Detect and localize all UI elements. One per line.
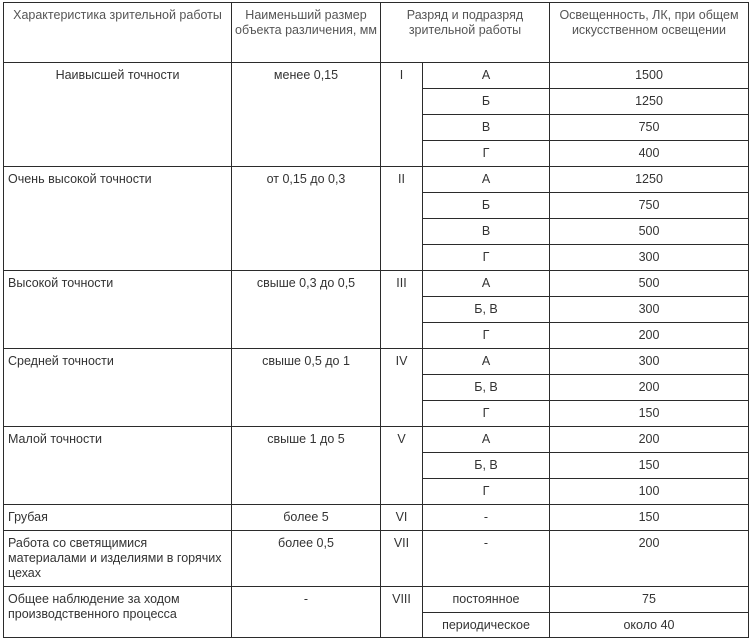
illumination-cell: 1500 <box>550 63 749 89</box>
min-size-cell: свыше 0,3 до 0,5 <box>232 271 381 349</box>
illumination-cell: 750 <box>550 115 749 141</box>
subcategory-cell: А <box>423 349 550 375</box>
min-size-cell: свыше 1 до 5 <box>232 427 381 505</box>
subcategory-cell: Г <box>423 141 550 167</box>
table-row <box>4 271 749 297</box>
min-size-cell: более 0,5 <box>232 531 381 587</box>
illumination-cell: 200 <box>550 323 749 349</box>
illumination-cell: 300 <box>550 349 749 375</box>
min-size-cell: - <box>232 587 381 638</box>
illumination-cell: 750 <box>550 193 749 219</box>
table-row <box>4 505 749 531</box>
header-row <box>4 3 749 63</box>
characteristic-cell: Высокой точности <box>4 271 232 349</box>
illumination-cell: 1250 <box>550 89 749 115</box>
subcategory-cell: Г <box>423 323 550 349</box>
min-size-cell: менее 0,15 <box>232 63 381 167</box>
subcategory-cell: периодическое <box>423 613 550 638</box>
subcategory-cell: Б, В <box>423 297 550 323</box>
illumination-cell: 200 <box>550 375 749 401</box>
min-size-cell: свыше 0,5 до 1 <box>232 349 381 427</box>
subcategory-cell: Б, В <box>423 453 550 479</box>
category-cell: I <box>381 63 423 167</box>
illumination-cell: 150 <box>550 505 749 531</box>
table-row <box>4 349 749 375</box>
min-size-cell: более 5 <box>232 505 381 531</box>
characteristic-cell: Малой точности <box>4 427 232 505</box>
subcategory-cell: - <box>423 505 550 531</box>
illumination-cell: 300 <box>550 245 749 271</box>
subcategory-cell: Г <box>423 401 550 427</box>
category-cell: IV <box>381 349 423 427</box>
header-illumination: Освещенность, ЛК, при общем искусственном освещении <box>550 3 749 63</box>
category-cell: VIII <box>381 587 423 638</box>
subcategory-cell: Б <box>423 89 550 115</box>
subcategory-cell: Б <box>423 193 550 219</box>
min-size-cell: от 0,15 до 0,3 <box>232 167 381 271</box>
header-category: Разряд и подразряд зрительной работы <box>381 3 550 63</box>
header-min-size: Наименьший размер объекта различения, мм <box>232 3 381 63</box>
table-row <box>4 427 749 453</box>
table-row <box>4 587 749 613</box>
characteristic-cell: Средней точности <box>4 349 232 427</box>
table-row <box>4 167 749 193</box>
illumination-cell: 400 <box>550 141 749 167</box>
illumination-cell: 1250 <box>550 167 749 193</box>
category-cell: II <box>381 167 423 271</box>
category-cell: V <box>381 427 423 505</box>
illumination-cell: 100 <box>550 479 749 505</box>
subcategory-cell: В <box>423 115 550 141</box>
table-row <box>4 531 749 587</box>
illumination-cell: около 40 <box>550 613 749 638</box>
characteristic-cell: Грубая <box>4 505 232 531</box>
subcategory-cell: постоянное <box>423 587 550 613</box>
characteristic-cell: Работа со светящимися материалами и изделиями в горячих цехах <box>4 531 232 587</box>
illumination-cell: 500 <box>550 219 749 245</box>
illumination-cell: 150 <box>550 401 749 427</box>
characteristic-cell: Общее наблюдение за ходом производственного процесса <box>4 587 232 638</box>
illumination-cell: 150 <box>550 453 749 479</box>
subcategory-cell: А <box>423 427 550 453</box>
characteristic-cell: Наивысшей точности <box>4 63 232 167</box>
illumination-norms-table <box>3 2 749 638</box>
table-row <box>4 63 749 89</box>
characteristic-cell: Очень высокой точности <box>4 167 232 271</box>
illumination-cell: 200 <box>550 531 749 587</box>
illumination-cell: 200 <box>550 427 749 453</box>
illumination-cell: 300 <box>550 297 749 323</box>
category-cell: VI <box>381 505 423 531</box>
illumination-cell: 75 <box>550 587 749 613</box>
subcategory-cell: А <box>423 167 550 193</box>
subcategory-cell: В <box>423 219 550 245</box>
category-cell: VII <box>381 531 423 587</box>
subcategory-cell: Б, В <box>423 375 550 401</box>
header-characteristic: Характеристика зрительной работы <box>4 3 232 63</box>
subcategory-cell: Г <box>423 245 550 271</box>
subcategory-cell: А <box>423 271 550 297</box>
subcategory-cell: - <box>423 531 550 587</box>
subcategory-cell: А <box>423 63 550 89</box>
category-cell: III <box>381 271 423 349</box>
illumination-cell: 500 <box>550 271 749 297</box>
subcategory-cell: Г <box>423 479 550 505</box>
